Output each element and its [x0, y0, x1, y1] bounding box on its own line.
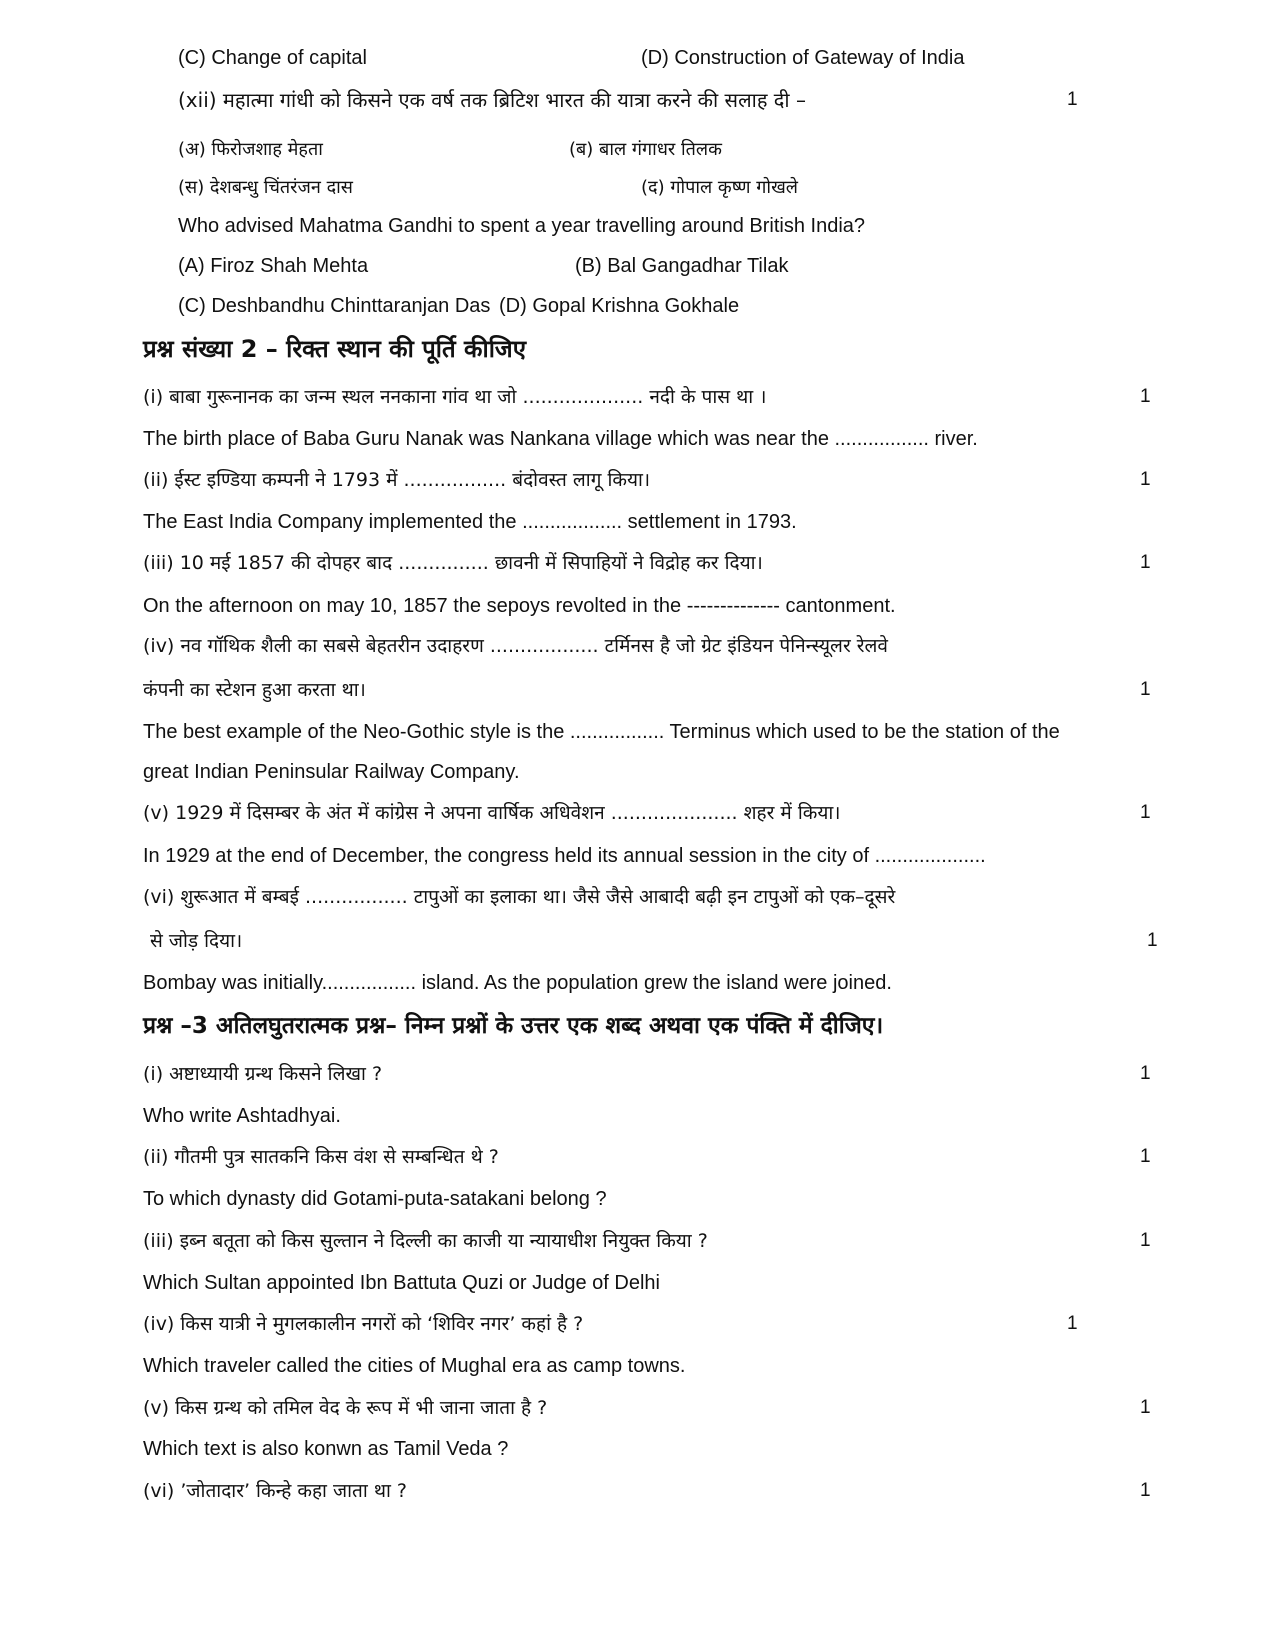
option-c-hindi: (स) देशबन्धु चिंतरंजन दास	[178, 177, 353, 198]
option-b-english: (B) Bal Gangadhar Tilak	[575, 255, 789, 277]
option-a-english: (A) Firoz Shah Mehta	[178, 255, 369, 277]
q3-v-english: Which text is also konwn as Tamil Veda ?	[143, 1438, 509, 1460]
question-xii-hindi: (xii) महात्मा गांधी को किसने एक वर्ष तक ब्रिटिश भारत की यात्रा करने की सलाह दी –	[178, 88, 806, 112]
q2-iv-english-line1: The best example of the Neo-Gothic style is the ................. Terminus which used to be the station of the	[143, 721, 1060, 743]
option-b-hindi: (ब) बाल गंगाधर तिलक	[569, 139, 722, 160]
q3-i-english: Who write Ashtadhyai.	[143, 1105, 341, 1127]
option-c-english: (C) Deshbandhu Chinttaranjan Das	[178, 295, 491, 317]
q2-iii-english: On the afternoon on may 10, 1857 the sepoys revolted in the -------------- cantonment.	[143, 595, 896, 617]
question-xii-english: Who advised Mahatma Gandhi to spent a year travelling around British India?	[178, 215, 866, 237]
marks-q3-v: 1	[1140, 1397, 1151, 1418]
q2-vi-hindi-line2: से जोड़ दिया।	[150, 930, 243, 952]
q2-v-hindi: (v) 1929 में दिसम्बर के अंत में कांग्रेस ने अपना वार्षिक अधिवेशन ..................... शहर में किया।	[143, 802, 841, 824]
marks-q2-iii: 1	[1140, 552, 1151, 573]
question-3-heading: प्रश्न –3 अतिलघुतरात्मक प्रश्न– निम्न प्रश्नों के उत्तर एक शब्द अथवा एक पंक्ति में दीजिए।	[143, 1013, 884, 1039]
marks-q2-i: 1	[1140, 386, 1151, 407]
marks-q3-ii: 1	[1140, 1146, 1151, 1167]
q2-iv-english-line2: great Indian Peninsular Railway Company.	[143, 761, 520, 783]
marks-q3-iii: 1	[1140, 1230, 1151, 1251]
q2-vi-hindi-line1: (vi) शुरूआत में बम्बई ................. टापुओं का इलाका था। जैसे जैसे आबादी बढ़ी इन टापुओं को एक–दूसरे	[143, 886, 896, 908]
q2-vi-english: Bombay was initially................. island. As the population grew the island were joined.	[143, 972, 892, 994]
q2-iii-hindi: (iii) 10 मई 1857 की दोपहर बाद ............... छावनी में सिपाहियों ने विद्रोह कर दिया।	[143, 552, 763, 574]
q3-vi-hindi: (vi) ’जोतादार’ किन्हे कहा जाता था ?	[143, 1480, 408, 1502]
q3-iii-hindi: (iii) इब्न बतूता को किस सुल्तान ने दिल्ली का काजी या न्यायाधीश नियुक्त किया ?	[143, 1230, 708, 1252]
marks-q2-ii: 1	[1140, 469, 1151, 490]
q3-iii-english: Which Sultan appointed Ibn Battuta Quzi or Judge of Delhi	[143, 1272, 660, 1294]
q3-iv-english: Which traveler called the cities of Mughal era as camp towns.	[143, 1355, 686, 1377]
marks-q2-iv: 1	[1140, 679, 1151, 700]
q2-i-english: The birth place of Baba Guru Nanak was Nankana village which was near the ................. river.	[143, 428, 978, 450]
q3-ii-hindi: (ii) गौतमी पुत्र सातकनि किस वंश से सम्बन्धित थे ?	[143, 1146, 499, 1168]
option-a-hindi: (अ) फिरोजशाह मेहता	[178, 139, 323, 160]
q2-iv-hindi-line2: कंपनी का स्टेशन हुआ करता था।	[143, 679, 366, 701]
q3-i-hindi: (i) अष्टाध्यायी ग्रन्थ किसने लिखा ?	[143, 1063, 383, 1085]
q3-v-hindi: (v) किस ग्रन्थ को तमिल वेद के रूप में भी जाना जाता है ?	[143, 1397, 548, 1419]
q2-ii-english: The East India Company implemented the .................. settlement in 1793.	[143, 511, 797, 533]
q3-ii-english: To which dynasty did Gotami-puta-satakani belong ?	[143, 1188, 607, 1210]
q2-iv-hindi-line1: (iv) नव गॉथिक शैली का सबसे बेहतरीन उदाहरण .................. टर्मिनस है जो ग्रेट इंडियन पेनिन्स्यूलर रेलवे	[143, 635, 888, 657]
marks-q2-vi: 1	[1147, 930, 1158, 951]
question-2-heading: प्रश्न संख्या 2 – रिक्त स्थान की पूर्ति कीजिए	[143, 335, 526, 363]
option-c-change-of-capital: (C) Change of capital	[178, 47, 367, 69]
q3-iv-hindi: (iv) किस यात्री ने मुगलकालीन नगरों को ‘शिविर नगर’ कहां है ?	[143, 1313, 584, 1335]
marks-q3-vi: 1	[1140, 1480, 1151, 1501]
q2-ii-hindi: (ii) ईस्ट इण्डिया कम्पनी ने 1793 में ................. बंदोवस्त लागू किया।	[143, 469, 651, 491]
q2-v-english: In 1929 at the end of December, the congress held its annual session in the city of ....................	[143, 845, 986, 867]
q2-i-hindi: (i) बाबा गुरूनानक का जन्म स्थल ननकाना गांव था जो .................... नदी के पास था ।	[143, 386, 767, 408]
option-d-hindi: (द) गोपाल कृष्ण गोखले	[641, 177, 799, 198]
marks-q3-i: 1	[1140, 1063, 1151, 1084]
marks-q3-iv: 1	[1067, 1313, 1078, 1334]
marks-q2-v: 1	[1140, 802, 1151, 823]
option-d-english: (D) Gopal Krishna Gokhale	[499, 295, 740, 317]
marks-q1-xii: 1	[1067, 89, 1078, 110]
option-d-gateway-of-india: (D) Construction of Gateway of India	[641, 47, 965, 69]
